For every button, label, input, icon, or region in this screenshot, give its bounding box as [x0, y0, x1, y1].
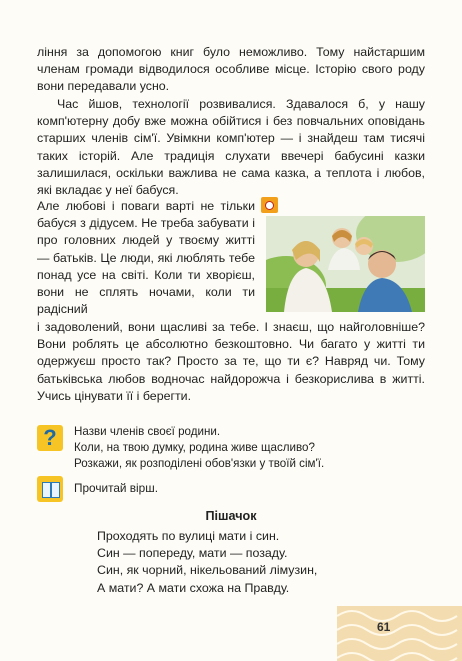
paragraph-4: і задоволений, вони щасливі за тебе. І знаєш, що найголовніше? Вони роблять це абсолютно безкоштовно. Чи багато у житті ти одержуєш просто так? Просто за те, що ти є? Навряд чи. Тому батьківська любов водночас найдорожча і безкорислива в житті. Учись цінувати її і берегти.	[37, 320, 425, 403]
question-icon: ?	[37, 425, 63, 451]
read-task: Прочитай вірш.	[74, 481, 158, 495]
poem-line: Син, як чорний, нікельований лімузин,	[97, 563, 318, 578]
paragraph-3: Але любові і поваги варті не тільки бабуся з дідусем. Не треба забувати і про головних людей у твоєму житті — батьків. Це люди, які люблять тебе понад усе на світі. Коли ти хворієш, вони не сплять ночами, коли ти радісний	[37, 199, 255, 317]
poem-line: А мати? А мати схожа на Правду.	[97, 580, 290, 595]
paragraph-1: ління за допомогою книг було неможливо. Тому найстаршим членам громади відводилося особливе місце. Історію свого роду вони передавали усно.	[37, 45, 425, 94]
page-corner-ornament	[337, 606, 462, 661]
paragraph-2: Час йшов, технології розвивалися. Здавалося б, у нашу комп'ютерну добу вже можна обійтися і без повчальних оповідань старших членів сім'ї. Увімкни комп'ютер — і знайдеш там тисячі таких історій. Але традиція слухати ввечері бабусині казки залишилася, оскільки важлива не сама казка, а теплота і любов, які вкладає у неї бабуся.	[37, 97, 425, 198]
family-photo	[266, 216, 425, 312]
question-item: Розкажи, як розподілені обов'язки у твоїй сім'ї.	[74, 457, 325, 471]
camera-icon	[261, 197, 278, 213]
poem-line: Син — попереду, мати — позаду.	[97, 546, 288, 561]
ornament-pattern	[337, 606, 462, 661]
questions-list	[74, 424, 404, 473]
book-icon	[37, 476, 63, 502]
page-number: 61	[377, 620, 391, 634]
question-item: Назви членів своєї родини.	[74, 425, 221, 438]
family-illustration	[266, 216, 425, 312]
poem	[97, 528, 317, 597]
poem-title: Пішачок	[205, 509, 257, 523]
question-item: Коли, на твою думку, родина живе щасливо?	[74, 441, 315, 455]
poem-line: Проходять по вулиці мати і син.	[97, 529, 280, 543]
